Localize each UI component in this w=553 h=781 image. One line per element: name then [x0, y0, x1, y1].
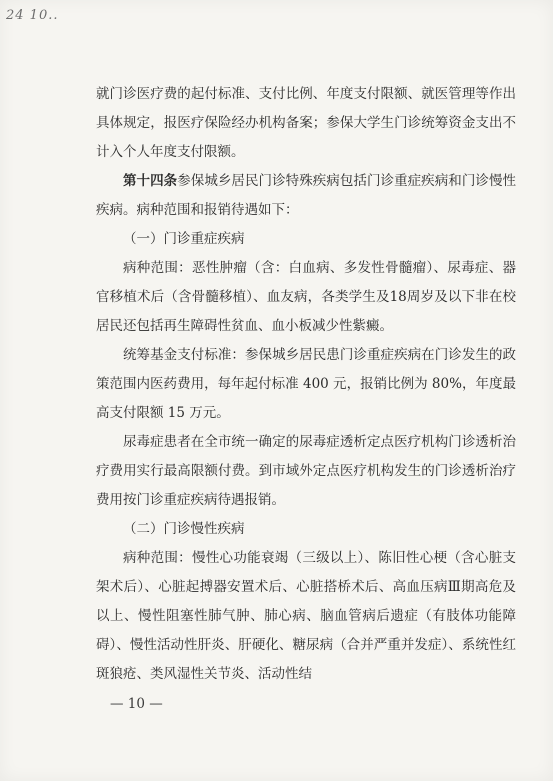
article-text: 参保城乡居民门诊特殊疾病包括门诊重症疾病和门诊慢性疾病。病种范围和报销待遇如下： [96, 173, 517, 218]
paragraph-continuation: 就门诊医疗费的起付标准、支付比例、年度支付限额、就医管理等作出具体规定，报医疗保险经办机构备案；参保大学生门诊统筹资金支出不计入个人年度支付限额。 [96, 86, 516, 160]
paragraph-article-14 [96, 167, 516, 225]
paragraph-chronic-scope: 病种范围：慢性心功能衰竭（三级以上）、陈旧性心梗（含心脏支架术后）、心脏起搏器安置术后、心脏搭桥术后、高血压病Ⅲ期高危及以上、慢性阻塞性肺气肿、肺心病、脑血管病后遗症（有肢体功能障碍）、慢性活动性肝炎、肝硬化、糖尿病（合并严重并发症）、系统性红斑狼疮、类风湿性关节炎、活动性结 [96, 550, 516, 682]
paragraph-severe-scope: 病种范围：恶性肿瘤（含：白血病、多发性骨髓瘤）、尿毒症、器官移植术后（含骨髓移植）、血友病，各类学生及18周岁及以下非在校居民还包括再生障碍性贫血、血小板减少性紫癜。 [96, 260, 516, 334]
article-title: 第十四条 [123, 173, 178, 189]
paragraph-severe-payment: 统筹基金支付标准：参保城乡居民患门诊重症疾病在门诊发生的政策范围内医药费用，每年起付标准 400 元，报销比例为 80%，年度最高支付限额 15 万元。 [96, 347, 516, 421]
section-heading-severe: （一）门诊重症疾病 [123, 231, 245, 247]
handwritten-page-note: 24 10.. [6, 8, 59, 23]
section-heading-chronic: （二）门诊慢性疾病 [123, 521, 245, 537]
document-body [96, 80, 516, 689]
page-number: — 10 — [110, 696, 163, 712]
paragraph-uremia: 尿毒症患者在全市统一确定的尿毒症透析定点医疗机构门诊透析治疗费用实行最高限额付费。到市域外定点医疗机构发生的门诊透析治疗费用按门诊重症疾病待遇报销。 [96, 434, 516, 508]
